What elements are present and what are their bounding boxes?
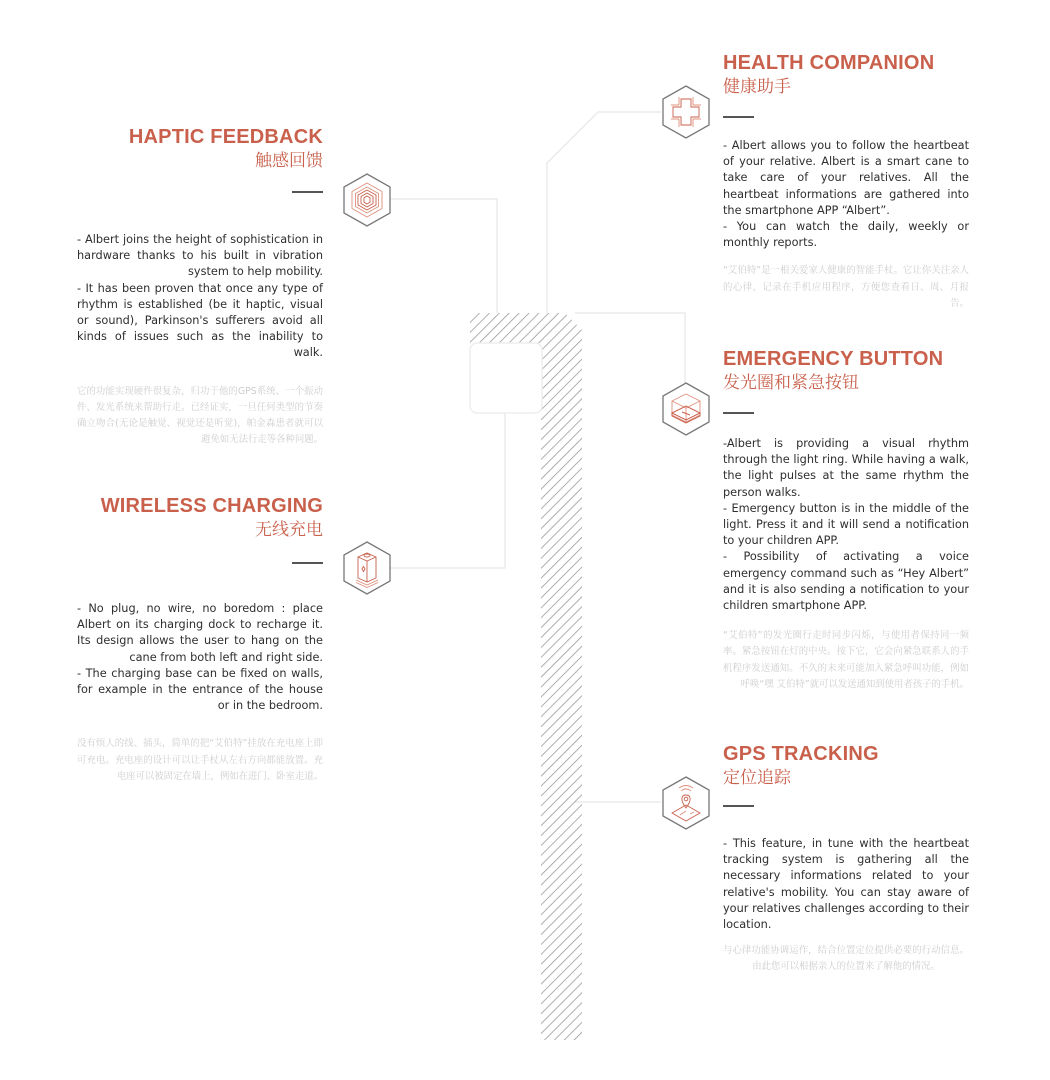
concentric-hexagon-vibration-icon bbox=[341, 172, 393, 228]
charging-dock-icon bbox=[341, 540, 393, 596]
feature-title: GPS TRACKING bbox=[723, 743, 879, 765]
medical-cross-heartbeat-icon bbox=[660, 84, 712, 140]
feature-title: EMERGENCY BUTTON bbox=[723, 348, 944, 370]
feature-description-cn: 没有烦人的线、插头，简单的把“艾伯特”挂放在充电座上即可充电。充电座的设计可以让手杖从左右方向都能放置。充电座可以被固定在墙上，例如在进门、卧室走道。 bbox=[77, 738, 323, 782]
divider-dash bbox=[292, 562, 323, 564]
light-ring-button-icon bbox=[660, 381, 712, 437]
divider-dash bbox=[723, 805, 754, 807]
light-ring-box bbox=[470, 343, 542, 413]
feature-title-cn: 健康助手 bbox=[723, 77, 791, 97]
feature-title-cn: 发光圈和紧急按钮 bbox=[723, 373, 859, 393]
feature-haptic bbox=[77, 126, 323, 448]
divider-dash bbox=[723, 116, 754, 118]
feature-description-cn: “艾伯特”的发光圈行走时同步闪烁，与使用者保持同一频率。紧急按钮在灯的中央。按下它，它会向紧急联系人的手机程序发送通知。不久的未来可能加入紧急呼叫功能，例如呼唤“嘿 艾伯特”就可以发送通知到使用者孩子的手机。 bbox=[723, 630, 969, 690]
feature-wireless bbox=[77, 495, 323, 785]
feature-description: - No plug, no wire, no boredom : place Albert on its charging dock to recharge it. Its design allows the user to hang on the cane from both left and right side. - The charging base can be fixed on walls, for example in the entrance of the house or in the bedroom. bbox=[77, 602, 323, 713]
cane-handle bbox=[470, 313, 582, 1040]
feature-description: - Albert joins the height of sophistication in hardware thanks to his built in vibration system to help mobility. - It has been proven that once any type of rhythm is established (be it haptic, visual or sound), Parkinson's sufferers avoid all kinds of issues such as the inability to walk. bbox=[77, 233, 323, 360]
feature-title: HEALTH COMPANION bbox=[723, 52, 935, 74]
divider-dash bbox=[292, 191, 323, 193]
divider-dash bbox=[723, 412, 754, 414]
feature-health bbox=[723, 52, 969, 312]
feature-description-cn: “艾伯特”是一根关爱家人健康的智能手杖。它让你关注亲人的心律，记录在手机应用程序，方便您查看日、周、月报告。 bbox=[723, 265, 969, 309]
feature-description: -Albert is providing a visual rhythm through the light ring. While having a walk, the light pulses at the same rhythm the person walks. - Emergency button is in the middle of the light. Press it and it will send a notification to your children APP. - Possibility of activating a voice emergency command such as “Hey Albert” and it is also sending a notification to your children smartphone APP. bbox=[723, 437, 969, 613]
feature-description: - This feature, in tune with the heartbeat tracking system is gathering all the necessary informations related to your relative's mobility. You can stay aware of your relatives challenges according to their location. bbox=[723, 837, 969, 932]
feature-description: - Albert allows you to follow the heartbeat of your relative. Albert is a smart cane to take care of your relatives. All the heartbeat informations are gathered into the smartphone APP “Albert”. - You can watch the daily, weekly or monthly reports. bbox=[723, 139, 969, 250]
feature-emergency bbox=[723, 348, 969, 693]
feature-title-cn: 无线充电 bbox=[255, 520, 323, 540]
feature-title-cn: 触感回馈 bbox=[255, 151, 323, 171]
map-location-pin-icon bbox=[660, 775, 712, 831]
feature-title: WIRELESS CHARGING bbox=[100, 495, 323, 517]
feature-title-cn: 定位追踪 bbox=[723, 768, 791, 788]
connector-lines bbox=[390, 112, 685, 802]
feature-description-cn: 与心律功能协调运作，结合位置定位提供必要的行动信息。由此您可以根据亲人的位置来了解他的情况。 bbox=[723, 945, 969, 973]
feature-gps bbox=[723, 743, 969, 976]
feature-description-cn: 它的功能实现硬件很复杂，归功于他的GPS系统、一个振动件、发光系统来帮助行走。已经证实，一旦任何类型的节奏确立吻合(无论是触觉、视觉还是听觉)，帕金森患者就可以避免如无法行走等各种问题。 bbox=[77, 385, 323, 446]
feature-title: HAPTIC FEEDBACK bbox=[128, 126, 323, 148]
